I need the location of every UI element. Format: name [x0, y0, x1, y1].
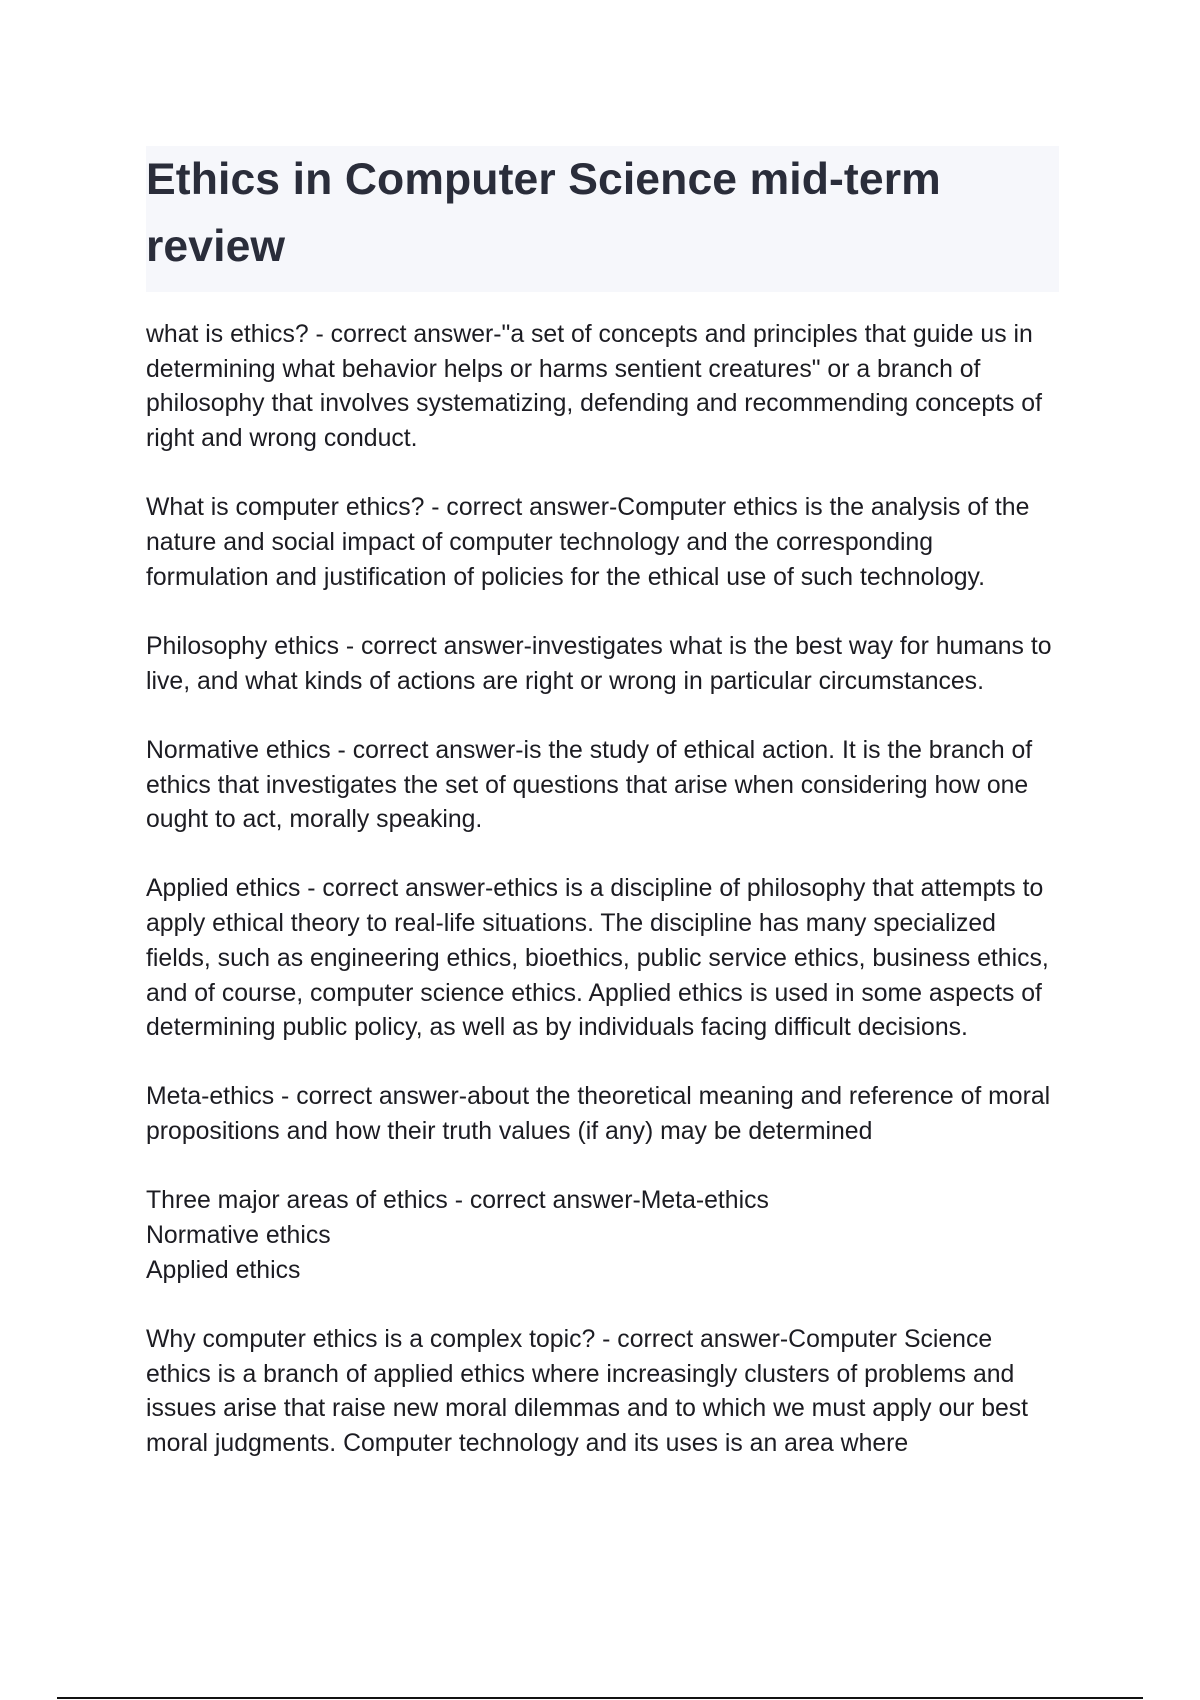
qa-entry-applied-ethics: Applied ethics - correct answer-ethics is a discipline of philosophy that attempts to apply ethical theory to real-life situations. The discipline has many specialized fields, such as engineering ethics, bioethics, public service ethics, business ethics, and of course, computer science ethics. Applied ethics is used in some aspects of determining public policy, as well as by individuals facing difficult decisions.: [146, 875, 1049, 1042]
title-block: [146, 146, 1059, 292]
qa-entry-normative-ethics: Normative ethics - correct answer-is the study of ethical action. It is the branch of ethics that investigates the set of questions that arise when considering how one ought to act, morally speaking.: [146, 736, 1033, 834]
qa-entry-complex-topic: Why computer ethics is a complex topic? - correct answer-Computer Science ethics is a branch of applied ethics where increasingly clusters of problems and issues arise that raise new moral dilemmas and to which we must apply our best moral judgments. Computer technology and its uses is an area where: [146, 1325, 1029, 1458]
qa-entry-philosophy-ethics: Philosophy ethics - correct answer-investigates what is the best way for humans to live, and what kinds of actions are right or wrong in particular circumstances.: [146, 632, 1052, 695]
document-page: [146, 146, 1059, 1496]
qa-entry-three-major-areas: Three major areas of ethics - correct answer-Meta-ethics Normative ethics Applied ethics: [146, 1187, 769, 1284]
page-bottom-rule: [57, 1697, 1143, 1699]
qa-entry-meta-ethics: Meta-ethics - correct answer-about the theoretical meaning and reference of moral propositions and how their truth values (if any) may be determined: [146, 1083, 1051, 1146]
qa-entry-computer-ethics: What is computer ethics? - correct answer-Computer ethics is the analysis of the nature and social impact of computer technology and the corresponding formulation and justification of policies for the ethical use of such technology.: [146, 494, 1030, 591]
qa-entry-what-is-ethics: what is ethics? - correct answer-"a set of concepts and principles that guide us in determining what behavior helps or harms sentient creatures" or a branch of philosophy that involves systematizing, defending and recommending concepts of right and wrong conduct.: [146, 321, 1042, 453]
page-title: Ethics in Computer Science mid-term review: [146, 155, 941, 271]
